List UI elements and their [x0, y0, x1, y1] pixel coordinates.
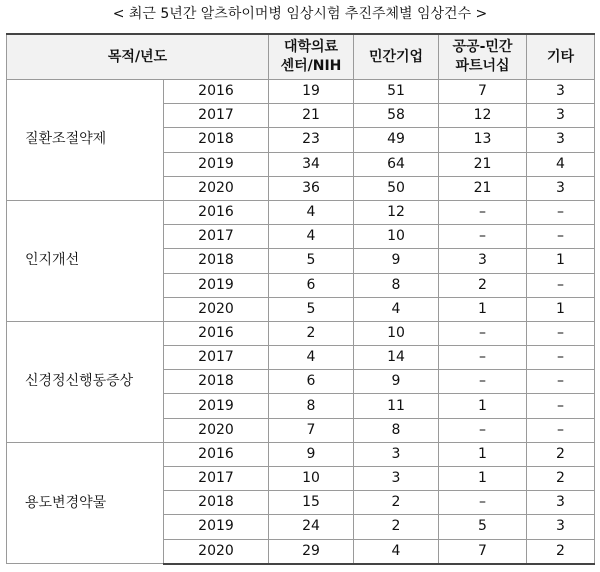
public-count-cell: – [439, 225, 527, 249]
public-count-cell: 5 [439, 515, 527, 539]
private-count-cell: 4 [354, 539, 439, 564]
other-count-cell: 2 [527, 467, 595, 491]
other-count-cell: – [527, 273, 595, 297]
private-count-cell: 12 [354, 200, 439, 224]
table-title: < 최근 5년간 알츠하이머병 임상시험 추진주체별 임상건수 > [112, 6, 488, 22]
other-count-cell: – [527, 370, 595, 394]
year-cell: 2016 [164, 442, 269, 466]
year-cell: 2018 [164, 491, 269, 515]
private-count-cell: 64 [354, 152, 439, 176]
other-count-cell: 3 [527, 104, 595, 128]
university-count-cell: 4 [269, 346, 354, 370]
other-count-cell: – [527, 321, 595, 345]
private-count-cell: 10 [354, 321, 439, 345]
year-cell: 2017 [164, 104, 269, 128]
header-public-line1: 공공-민간 [452, 39, 513, 55]
year-cell: 2017 [164, 225, 269, 249]
public-count-cell: – [439, 370, 527, 394]
public-count-cell: 1 [439, 442, 527, 466]
category-cell: 인지개선 [7, 200, 164, 321]
private-count-cell: 2 [354, 491, 439, 515]
private-count-cell: 11 [354, 394, 439, 418]
other-count-cell: 1 [527, 297, 595, 321]
other-count-cell: 3 [527, 176, 595, 200]
private-count-cell: 9 [354, 249, 439, 273]
private-count-cell: 3 [354, 467, 439, 491]
public-count-cell: 21 [439, 152, 527, 176]
year-cell: 2020 [164, 539, 269, 564]
university-count-cell: 19 [269, 80, 354, 104]
public-count-cell: 21 [439, 176, 527, 200]
other-count-cell: 3 [527, 515, 595, 539]
public-count-cell: 1 [439, 297, 527, 321]
year-cell: 2017 [164, 346, 269, 370]
public-count-cell: 12 [439, 104, 527, 128]
other-count-cell: 2 [527, 442, 595, 466]
university-count-cell: 10 [269, 467, 354, 491]
other-count-cell: 1 [527, 249, 595, 273]
private-count-cell: 10 [354, 225, 439, 249]
year-cell: 2020 [164, 297, 269, 321]
table-body [7, 80, 595, 564]
public-count-cell: 3 [439, 249, 527, 273]
university-count-cell: 6 [269, 370, 354, 394]
year-cell: 2018 [164, 370, 269, 394]
table-row [7, 442, 595, 466]
other-count-cell: – [527, 200, 595, 224]
university-count-cell: 34 [269, 152, 354, 176]
university-count-cell: 15 [269, 491, 354, 515]
private-count-cell: 4 [354, 297, 439, 321]
year-cell: 2020 [164, 176, 269, 200]
private-count-cell: 51 [354, 80, 439, 104]
other-count-cell: – [527, 394, 595, 418]
year-cell: 2017 [164, 467, 269, 491]
private-count-cell: 8 [354, 273, 439, 297]
header-row [7, 34, 595, 80]
university-count-cell: 5 [269, 297, 354, 321]
private-count-cell: 50 [354, 176, 439, 200]
other-count-cell: – [527, 418, 595, 442]
year-cell: 2016 [164, 80, 269, 104]
header-purpose-year: 목적/년도 [7, 34, 269, 80]
university-count-cell: 8 [269, 394, 354, 418]
public-count-cell: 1 [439, 467, 527, 491]
other-count-cell: 4 [527, 152, 595, 176]
other-count-cell: 3 [527, 128, 595, 152]
public-count-cell: – [439, 200, 527, 224]
university-count-cell: 23 [269, 128, 354, 152]
year-cell: 2019 [164, 515, 269, 539]
header-other: 기타 [527, 34, 595, 80]
private-count-cell: 8 [354, 418, 439, 442]
category-cell: 신경정신행동증상 [7, 321, 164, 442]
header-public-private [439, 34, 527, 80]
private-count-cell: 49 [354, 128, 439, 152]
university-count-cell: 6 [269, 273, 354, 297]
other-count-cell: 3 [527, 491, 595, 515]
public-count-cell: – [439, 346, 527, 370]
other-count-cell: 2 [527, 539, 595, 564]
year-cell: 2016 [164, 321, 269, 345]
public-count-cell: – [439, 321, 527, 345]
year-cell: 2018 [164, 249, 269, 273]
header-university-nih [269, 34, 354, 80]
university-count-cell: 24 [269, 515, 354, 539]
category-cell: 용도변경약물 [7, 442, 164, 563]
university-count-cell: 4 [269, 200, 354, 224]
private-count-cell: 9 [354, 370, 439, 394]
university-count-cell: 7 [269, 418, 354, 442]
university-count-cell: 29 [269, 539, 354, 564]
public-count-cell: – [439, 491, 527, 515]
public-count-cell: 2 [439, 273, 527, 297]
year-cell: 2020 [164, 418, 269, 442]
public-count-cell: 13 [439, 128, 527, 152]
university-count-cell: 5 [269, 249, 354, 273]
header-university-line1: 대학의료 [283, 39, 339, 55]
other-count-cell: – [527, 346, 595, 370]
public-count-cell: 1 [439, 394, 527, 418]
university-count-cell: 4 [269, 225, 354, 249]
other-count-cell: – [527, 225, 595, 249]
table-row [7, 321, 595, 345]
header-public-line2: 파트너십 [455, 58, 510, 74]
table-row [7, 200, 595, 224]
private-count-cell: 2 [354, 515, 439, 539]
year-cell: 2018 [164, 128, 269, 152]
university-count-cell: 2 [269, 321, 354, 345]
table-row [7, 80, 595, 104]
private-count-cell: 3 [354, 442, 439, 466]
public-count-cell: – [439, 418, 527, 442]
clinical-trials-table [6, 33, 595, 565]
other-count-cell: 3 [527, 80, 595, 104]
header-university-line2: 센터/NIH [280, 58, 342, 74]
university-count-cell: 36 [269, 176, 354, 200]
private-count-cell: 14 [354, 346, 439, 370]
public-count-cell: 7 [439, 539, 527, 564]
private-count-cell: 58 [354, 104, 439, 128]
university-count-cell: 9 [269, 442, 354, 466]
year-cell: 2016 [164, 200, 269, 224]
year-cell: 2019 [164, 394, 269, 418]
year-cell: 2019 [164, 152, 269, 176]
header-private-company: 민간기업 [354, 34, 439, 80]
year-cell: 2019 [164, 273, 269, 297]
public-count-cell: 7 [439, 80, 527, 104]
university-count-cell: 21 [269, 104, 354, 128]
category-cell: 질환조절약제 [7, 80, 164, 201]
